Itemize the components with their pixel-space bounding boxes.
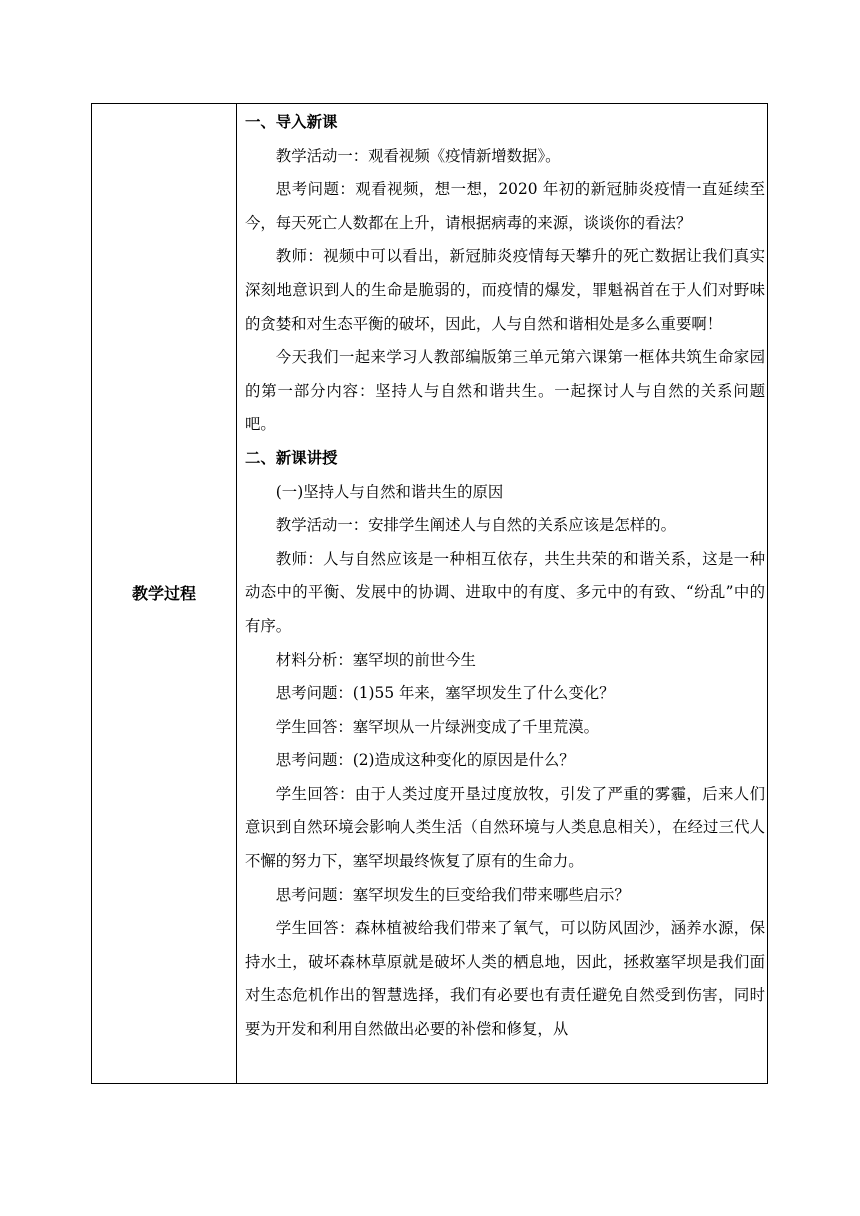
paragraph: 思考问题：(1)55 年来，塞罕坝发生了什么变化？ xyxy=(275,684,615,703)
paragraph: 材料分析：塞罕坝的前世今生 xyxy=(275,650,476,669)
paragraph: 学生回答：塞罕坝从一片绿洲变成了千里荒漠。 xyxy=(275,717,600,736)
paragraph: 思考问题：塞罕坝发生的巨变给我们带来哪些启示？ xyxy=(275,885,630,904)
content-cell xyxy=(245,106,765,1047)
section-heading-intro: 一、导入新课 xyxy=(245,113,338,131)
paragraph: 教学活动一：安排学生阐述人与自然的关系应该是怎样的。 xyxy=(275,516,676,535)
paragraph: 学生回答：森林植被给我们带来了氧气，可以防风固沙，涵养水源，保持水土，破坏森林草原就是破坏人类的栖息地，因此，拯救塞罕坝是我们面对生态危机作出的智慧选择，我们有必要也有责任避免自然受到伤害，同时要为开发和利用自然做出必要的补偿和修复，从 xyxy=(245,919,765,1039)
paragraph: 思考问题：(2)造成这种变化的原因是什么？ xyxy=(275,751,575,770)
paragraph: (一)坚持人与自然和谐共生的原因 xyxy=(275,482,504,501)
paragraph: 教师：视频中可以看出，新冠肺炎疫情每天攀升的死亡数据让我们真实深刻地意识到人的生命是脆弱的，而疫情的爆发，罪魁祸首在于人们对野味的贪婪和对生态平衡的破坏，因此，人与自然和谐相处是多么重要啊！ xyxy=(245,247,765,333)
column-divider xyxy=(236,104,237,1083)
paragraph: 学生回答：由于人类过度开垦过度放牧，引发了严重的雾霾，后来人们意识到自然环境会影响人类生活（自然环境与人类息息相关），在经过三代人不懈的努力下，塞罕坝最终恢复了原有的生命力。 xyxy=(245,784,765,871)
row-label: 教学过程 xyxy=(131,584,196,603)
paragraph: 教学活动一：观看视频《疫情新增数据》。 xyxy=(275,146,561,165)
lesson-table xyxy=(91,103,768,1084)
section-heading-lecture: 二、新课讲授 xyxy=(245,448,338,467)
paragraph: 教师：人与自然应该是一种相互依存，共生共荣的和谐关系，这是一种动态中的平衡、发展中的协调、进取中的有度、多元中的有致、“纷乱”中的有序。 xyxy=(245,549,765,635)
paragraph: 今天我们一起来学习人教部编版第三单元第六课第一框体共筑生命家园的第一部分内容：坚持人与自然和谐共生。一起探讨人与自然的关系问题吧。 xyxy=(245,348,765,434)
paragraph: 思考问题：观看视频，想一想，2020 年初的新冠肺炎疫情一直延续至今，每天死亡人数都在上升，请根据病毒的来源，谈谈你的看法？ xyxy=(245,180,765,232)
